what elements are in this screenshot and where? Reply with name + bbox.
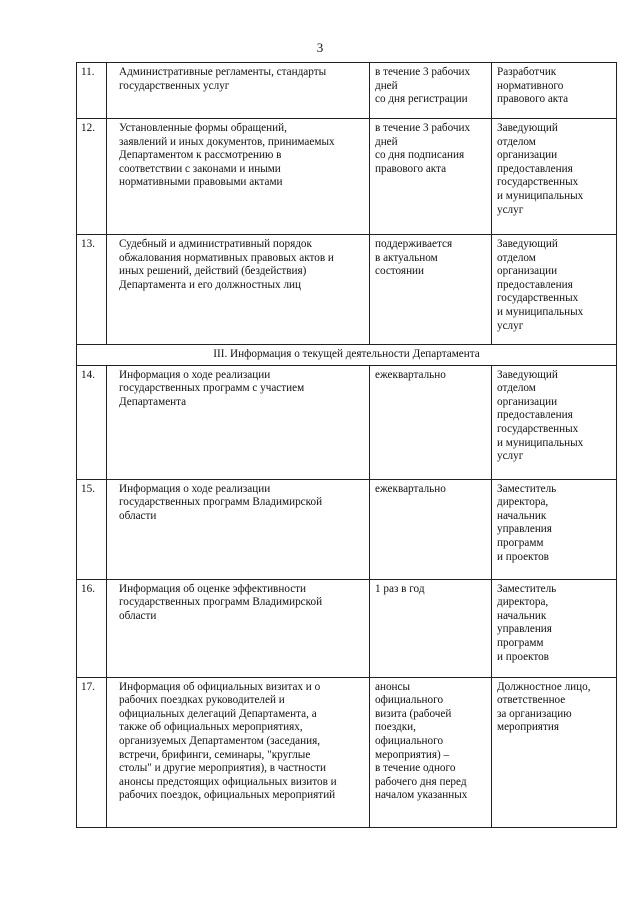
info-cell-line: Судебный и административный порядок [119,238,312,250]
info-cell-line: рабочих поездках руководителей и [119,694,285,707]
frequency-cell-line: официального [375,694,444,707]
info-cell [107,235,370,345]
responsible-cell [492,63,617,119]
responsible-cell-line: государственных [497,422,579,435]
info-cell-line: обжалования нормативных правовых актов и [119,251,334,264]
frequency-cell-line: со дня подписания [375,149,465,162]
table-row [77,677,617,827]
frequency-cell-line: ежеквартально [375,368,446,381]
responsible-cell-line: начальник [497,609,547,622]
frequency-cell-line: официального [375,734,444,747]
frequency-cell-line: в актуальном [375,251,438,264]
table-section-documents [77,63,617,345]
responsible-cell-line: директора, [497,496,549,509]
info-cell [107,365,370,479]
info-cell-line: Информация об официальных визитах и о [119,680,321,693]
frequency-cell [370,365,492,479]
section-row [77,345,617,366]
info-cell-line: соответствии с законами и иными [119,162,281,175]
table-row [77,479,617,579]
info-cell-line: Установленные формы обращений, [119,122,287,134]
row-number: 11. [77,63,107,119]
info-cell-line: государственных программ Владимирской [119,596,323,609]
frequency-cell-line: состоянии [375,265,425,278]
responsible-cell-line: нормативного [497,79,564,92]
frequency-cell [370,579,492,677]
responsible-cell-line: предоставления [497,162,573,175]
frequency-cell [370,119,492,235]
page-number: 3 [316,40,324,55]
responsible-cell-line: и проектов [497,550,549,563]
row-number: 13. [77,235,107,345]
frequency-cell-line: мероприятия) – [375,748,450,761]
frequency-cell-line: в течение 3 рабочих [375,122,471,134]
responsible-cell-line: государственных [497,292,579,305]
responsible-cell [492,365,617,479]
frequency-cell-line: правового акта [375,162,447,175]
responsible-cell-line: и муниципальных [497,189,584,202]
row-number: 14. [77,365,107,479]
frequency-cell-line: поездки, [375,721,416,734]
frequency-cell-line: в течение одного [375,762,456,775]
info-cell-line: Административные регламенты, стандарты [119,66,327,78]
responsible-cell [492,579,617,677]
responsible-cell-line: правового акта [497,93,569,106]
info-cell-line: Департамента и его должностных лиц [119,278,302,291]
responsible-cell-line: услуг [497,319,524,332]
info-cell [107,63,370,119]
responsible-cell [492,235,617,345]
responsible-cell-line: и проектов [497,650,549,663]
responsible-cell-line: предоставления [497,409,573,422]
responsible-cell-line: Разработчик [497,66,557,78]
table-row [77,579,617,677]
info-cell [107,677,370,827]
responsible-cell-line: и муниципальных [497,305,584,318]
info-cell-line: встречи, брифинги, семинары, "круглые [119,748,311,761]
responsible-cell-line: Заместитель [497,482,557,495]
info-cell-line: государственных услуг [119,79,230,92]
frequency-cell-line: визита (рабочей [375,707,452,720]
responsible-cell-line: Заместитель [497,582,557,595]
table-section-header [77,345,617,366]
row-number: 15. [77,479,107,579]
info-cell-line: Департамента [119,395,187,408]
info-cell-line: нормативными правовыми актами [119,176,283,189]
info-cell-line: Информация о ходе реализации [119,368,271,381]
frequency-cell-line: со дня регистрации [375,93,468,106]
info-cell-line: столы" и другие мероприятия), в частности [119,762,326,775]
frequency-cell [370,677,492,827]
responsible-cell-line: организации [497,265,558,278]
frequency-cell-line: в течение 3 рабочих [375,66,471,78]
table-row [77,119,617,235]
info-cell-line: области [119,609,157,622]
row-number: 12. [77,119,107,235]
info-cell-line: иных решений, действий (бездействия) [119,265,307,278]
info-cell-line: также об официальных мероприятиях, [119,721,303,734]
frequency-cell-line: анонсы [375,680,411,693]
responsible-cell-line: Заведующий [497,238,558,250]
info-cell-line: анонсы предстоящих официальных визитов и [119,775,337,788]
responsible-cell-line: Должностное лицо, [497,680,591,693]
responsible-cell-line: государственных [497,176,579,189]
responsible-cell-line: предоставления [497,278,573,291]
row-number: 17. [77,677,107,827]
info-cell-line: организуемых Департаментом (заседания, [119,734,321,747]
responsible-cell-line: отделом [497,135,536,148]
responsible-cell-line: управления [497,523,552,536]
table-row [77,63,617,119]
info-cell-line: области [119,509,157,522]
frequency-cell-line: началом указанных [375,789,468,802]
info-cell-line: государственных программ с участием [119,382,305,395]
row-number: 16. [77,579,107,677]
responsible-cell-line: мероприятия [497,721,559,734]
info-cell-line: Информация о ходе реализации [119,482,271,495]
frequency-cell-line: ежеквартально [375,482,446,495]
responsible-cell-line: директора, [497,596,549,609]
responsible-cell-line: ответственное [497,694,566,707]
responsible-cell [492,677,617,827]
info-cell-line: Департаментом к рассмотрению в [119,149,282,162]
responsible-cell-line: организации [497,395,558,408]
frequency-cell [370,235,492,345]
information-table [76,62,617,828]
responsible-cell-line: программ [497,636,544,649]
info-cell [107,119,370,235]
frequency-cell [370,479,492,579]
responsible-cell-line: управления [497,623,552,636]
info-cell [107,479,370,579]
responsible-cell [492,119,617,235]
info-cell-line: официальных делегаций Департамента, а [119,707,317,720]
info-cell-line: заявлений и иных документов, принимаемых [119,135,335,148]
info-cell-line: Информация об оценке эффективности [119,582,307,595]
frequency-cell-line: дней [375,79,398,92]
responsible-cell [492,479,617,579]
table-row [77,235,617,345]
frequency-cell-line: поддерживается [375,238,453,250]
responsible-cell-line: начальник [497,509,547,522]
responsible-cell-line: услуг [497,450,524,463]
responsible-cell-line: услуг [497,203,524,216]
responsible-cell-line: за организацию [497,707,572,720]
responsible-cell-line: и муниципальных [497,436,584,449]
responsible-cell-line: отделом [497,382,536,395]
responsible-cell-line: программ [497,536,544,549]
info-cell-line: рабочих поездок, официальных мероприятий [119,789,336,802]
responsible-cell-line: организации [497,149,558,162]
responsible-cell-line: Заведующий [497,368,558,381]
table-row [77,365,617,479]
info-cell-line: государственных программ Владимирской [119,496,323,509]
table-section-current-activity [77,365,617,827]
frequency-cell-line: 1 раз в год [375,582,425,595]
frequency-cell-line: рабочего дня перед [375,775,467,788]
info-cell [107,579,370,677]
frequency-cell [370,63,492,119]
section-title: III. Информация о текущей деятельности Департамента [77,345,617,366]
frequency-cell-line: дней [375,135,398,148]
responsible-cell-line: Заведующий [497,122,558,134]
responsible-cell-line: отделом [497,251,536,264]
